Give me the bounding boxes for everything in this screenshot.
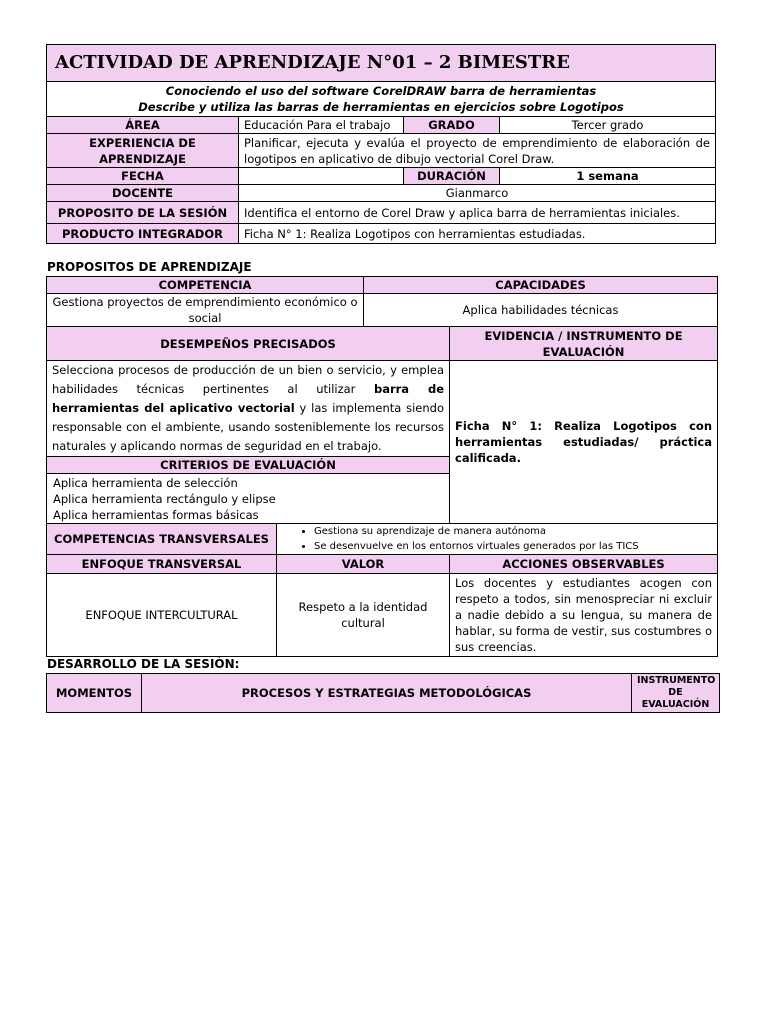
desarrollo-title: DESARROLLO DE LA SESIÓN: [47, 657, 240, 671]
header-table [46, 44, 716, 244]
transversales-list [277, 524, 718, 555]
subtitle-cell [47, 82, 716, 117]
acciones-value: Los docentes y estudiantes acogen con respeto a todos, sin menospreciar ni excluir a nadie debido a su lengua, su manera de hablar, su forma de vestir, sus costumbres o sus creencias. [450, 574, 718, 657]
evidencia-label: EVIDENCIA / INSTRUMENTO DE EVALUACIÓN [450, 327, 718, 361]
criterios-list [47, 474, 450, 524]
fecha-value [239, 168, 404, 185]
desempeno-text-part-2: y las implementa siendo responsable con el ambiente, usando sosteniblemente los recursos naturales y aplicando normas de seguridad en el trabajo. [52, 401, 445, 453]
valor-value: Respeto a la identidad cultural [277, 574, 450, 657]
competencia-label: COMPETENCIA [47, 277, 364, 294]
criterio-item: Aplica herramienta rectángulo y elipse [53, 491, 276, 506]
capacidades-label: CAPACIDADES [364, 277, 718, 294]
capacidades-value: Aplica habilidades técnicas [364, 294, 718, 327]
page-title: ACTIVIDAD DE APRENDIZAJE N°01 – 2 BIMESTRE [47, 45, 716, 82]
desempeno-text-part-1: Selecciona procesos de producción de un bien o servicio, y emplea habilidades técnicas pertinentes al utilizar [52, 363, 445, 396]
grado-label: GRADO [404, 117, 500, 134]
criterio-item: Aplica herramienta de selección [53, 475, 238, 490]
fecha-label: FECHA [47, 168, 239, 185]
propositos-table [46, 276, 718, 657]
duracion-label: DURACIÓN [404, 168, 500, 185]
acciones-label: ACCIONES OBSERVABLES [450, 555, 718, 574]
duracion-value: 1 semana [500, 168, 716, 185]
transversal-item: • Se desenvuelve en los entornos virtuales generados por las TICS [314, 539, 712, 554]
desempeno-text-bold: barra de herramientas del aplicativo vectorial [52, 382, 445, 415]
momentos-label: MOMENTOS [47, 674, 142, 713]
proposito-value: Identifica el entorno de Corel Draw y aplica barra de herramientas iniciales. [239, 202, 716, 224]
experiencia-label: EXPERIENCIA DE APRENDIZAJE [47, 134, 239, 168]
enfoque-label: ENFOQUE TRANSVERSAL [47, 555, 277, 574]
evidencia-value: Ficha N° 1: Realiza Logotipos con herramientas estudiadas/ práctica calificada. [450, 361, 718, 524]
competencia-value: Gestiona proyectos de emprendimiento económico o social [47, 294, 364, 327]
enfoque-value: ENFOQUE INTERCULTURAL [47, 574, 277, 657]
propositos-title: PROPOSITOS DE APRENDIZAJE [47, 260, 252, 274]
subtitle-line-1: Conociendo el uso del software CorelDRAW barra de herramientas [165, 84, 597, 98]
desarrollo-table [46, 673, 720, 713]
transversales-label: COMPETENCIAS TRANSVERSALES [47, 524, 277, 555]
transversal-item: • Gestiona su aprendizaje de manera autónoma [314, 524, 712, 539]
proposito-label: PROPOSITO DE LA SESIÓN [47, 202, 239, 224]
valor-label: VALOR [277, 555, 450, 574]
docente-label: DOCENTE [47, 185, 239, 202]
experiencia-value: Planificar, ejecuta y evalúa el proyecto de emprendimiento de elaboración de logotipos en aplicativo de dibujo vectorial Corel Draw. [239, 134, 716, 168]
criterios-label: CRITERIOS DE EVALUACIÓN [47, 457, 450, 474]
desempenos-label: DESEMPEÑOS PRECISADOS [47, 327, 450, 361]
criterio-item: Aplica herramientas formas básicas [53, 507, 259, 522]
desempeno-text [47, 361, 450, 457]
producto-value: Ficha N° 1: Realiza Logotipos con herramientas estudiadas. [239, 224, 716, 244]
area-value: Educación Para el trabajo [239, 117, 404, 134]
area-label: ÁREA [47, 117, 239, 134]
instrumento-label: INSTRUMENTO DE EVALUACIÓN [632, 674, 720, 713]
subtitle-line-2: Describe y utiliza las barras de herramientas en ejercicios sobre Logotipos [138, 100, 624, 114]
grado-value: Tercer grado [500, 117, 716, 134]
producto-label: PRODUCTO INTEGRADOR [47, 224, 239, 244]
docente-value: Gianmarco [239, 185, 716, 202]
procesos-label: PROCESOS Y ESTRATEGIAS METODOLÓGICAS [142, 674, 632, 713]
